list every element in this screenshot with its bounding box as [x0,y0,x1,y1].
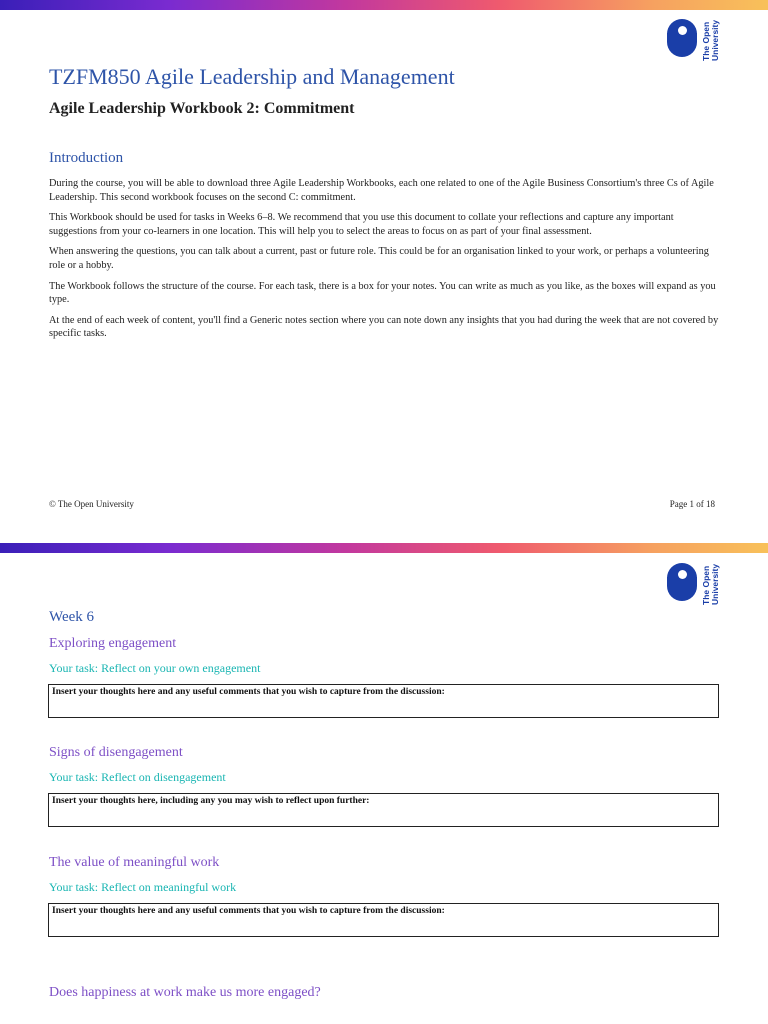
intro-paragraph: This Workbook should be used for tasks in Weeks 6–8. We recommend that you use this document to collate your reflections and capture any important suggestions from your co-learners in one location. This will help you to select the areas to focus on as part of your final assessment. [49,212,674,237]
introduction-body [49,177,721,348]
ou-shield-icon [667,563,697,601]
section-heading: Exploring engagement [49,636,177,651]
task-label: Your task: Reflect on meaningful work [49,880,237,894]
section-heading: Signs of disengagement [49,745,183,760]
open-university-logo [667,563,720,605]
intro-paragraph: The Workbook follows the structure of the course. For each task, there is a box for your notes. You can write as much as you like, as the boxes will expand as you type. [49,280,716,306]
notes-box[interactable]: Insert your thoughts here and any useful comments that you wish to capture from the discussion: [48,684,719,718]
notes-box[interactable]: Insert your thoughts here, including any you may wish to reflect upon further: [48,793,719,827]
course-title: TZFM850 Agile Leadership and Management [49,64,455,89]
open-university-logo [667,19,720,61]
week-heading: Week 6 [49,609,95,625]
logo-wordmark: The Open University [701,563,720,605]
logo-wordmark: The Open University [701,19,720,61]
task-label: Your task: Reflect on disengagement [49,770,226,784]
workbook-subtitle: Agile Leadership Workbook 2: Commitment [49,100,355,117]
ou-shield-icon [667,19,697,57]
intro-paragraph: During the course, you will be able to download three Agile Leadership Workbooks, each one related to one of the Agile Business Consortium's three Cs of Agile Leadership. This second workbook focuses on the second C: commitment. [49,178,714,203]
page-number: Page 1 of 18 [669,499,715,509]
section-heading: Does happiness at work make us more engaged? [49,985,321,1000]
top-gradient-bar [0,0,768,10]
copyright-footer: © The Open University [49,499,134,509]
page2-gradient-bar [0,543,768,553]
introduction-heading: Introduction [49,150,124,166]
intro-paragraph: At the end of each week of content, you'll find a Generic notes section where you can note down any insights that you had during the week that are not covered by specific tasks. [49,314,719,340]
intro-paragraph: When answering the questions, you can talk about a current, past or future role. This could be for an organisation linked to your work, or perhaps a volunteering role or a hobby. [49,246,709,271]
section-heading: The value of meaningful work [49,855,220,870]
notes-box[interactable]: Insert your thoughts here and any useful comments that you wish to capture from the discussion: [48,903,719,937]
task-label: Your task: Reflect on your own engagement [49,661,261,675]
